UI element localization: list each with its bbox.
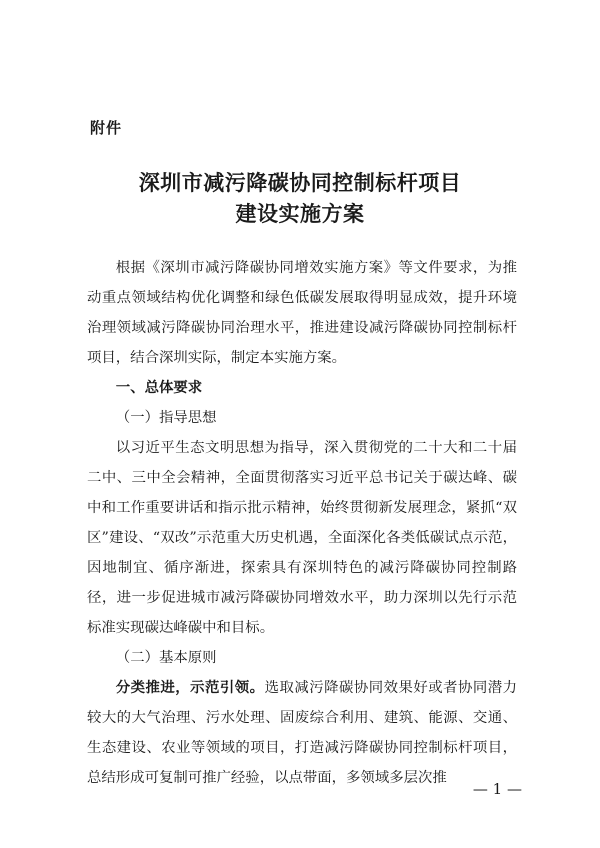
section-heading-general-requirements: 一、总体要求 [115, 380, 203, 396]
attachment-label: 附件 [90, 119, 123, 137]
document-title-line-2: 建设实施方案 [235, 201, 365, 226]
subsection-heading-basic-principles: （二）基本原则 [115, 650, 217, 666]
document-body [87, 253, 517, 793]
intro-paragraph: 根据《深圳市减污降碳协同增效实施方案》等文件要求，为推动重点领域结构优化调整和绿色低碳发展取得明显成效，提升环境治理领域减污降碳协同治理水平，推进建设减污降碳协同控制标杆项目，结合深圳实际，制定本实施方案。 [87, 260, 517, 366]
guiding-ideology-paragraph: 以习近平生态文明思想为指导，深入贯彻党的二十大和二十届二中、三中全会精神，全面贯彻落实习近平总书记关于碳达峰、碳中和工作重要讲话和指示批示精神，始终贯彻新发展理念，紧抓“双区”建设、“双改”示范重大历史机遇，全面深化各类低碳试点示范，因地制宜、循序渐进，探索具有深圳特色的减污降碳协同控制路径，进一步促进城市减污降碳协同增效水平，助力深圳以先行示范标准实现碳达峰碳中和目标。 [87, 440, 517, 636]
page-number: — 1 — [472, 780, 522, 798]
subsection-heading-guiding-ideology: （一）指导思想 [115, 410, 217, 426]
principle-text: 选取减污降碳协同效果好或者协同潜力较大的大气治理、污水处理、固废综合利用、建筑、能源、交通、生态建设、农业等领域的项目，打造减污降碳协同控制标杆项目，总结形成可复制可推广经验，以点带面，多领域多层次推 [87, 680, 517, 786]
basic-principles-paragraph [87, 673, 517, 793]
document-title-line-1: 深圳市减污降碳协同控制标杆项目 [138, 170, 462, 195]
principle-lead: 分类推进，示范引领。 [115, 680, 265, 696]
